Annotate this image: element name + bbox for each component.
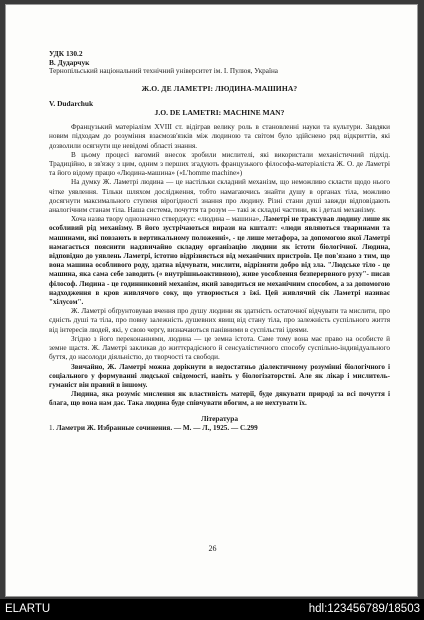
- references-heading: Література: [200, 413, 239, 423]
- paragraph-7: Звичайно, Ж. Ламетрі можна дорікнути в недостатньо діалектичному розумінні біологічного і соціального у формуванні людської свідомості, навіть у біологізаторстві. Але як лікар і мислитель-гуманіст він правий в іншому.: [49, 362, 390, 389]
- paragraph-8: Людина, яка розуміє мислення як властивість матерії, буде дякувати природі за всі почуття і блага, що вона нам дає. Така людина буде співчувати вбогим, а не нехтувати їх.: [49, 390, 390, 408]
- article-title-en: J.O. DE LAMETRI: MACHINE MAN?: [154, 108, 285, 118]
- article-content: [49, 49, 390, 433]
- reference-text: Ламетри Ж. Избранные сочинения. — М. — Л., 1925. — С.299: [56, 423, 258, 432]
- reference-number: 1.: [49, 423, 55, 432]
- paragraph-5: Ж. Ламетрі обґрунтовував вчення про душу людини як здатність остаточної відчувати та мислити, про єдність душі та тіла, про повну залежність душевних явищ від стану тіла, про залежність суспільного життя від інтересів людей, які, у свою чергу, визначаються панівними в суспільстві ідеями.: [49, 307, 390, 334]
- paragraph-1: Французький матеріалізм XVIII ст. відіграв велику роль в становленні науки та культури. Завдяки новим підходам до розуміння взаємозв'язків між людиною та світом було здійснено ряд відкриттів, які дозволили осягнути ще невідомі області знання.: [49, 123, 390, 150]
- page-number: 26: [208, 544, 217, 553]
- paragraph-6: Згідно з його переконаннями, людина — це земна істота. Саме тому вона має право на особисте й земне щастя. Ж. Ламетрі закликав до життєрадісного й сенсуалістичного способу суспільно-індивідуального буття, до насолоди діяльністю, до творчості та свободи.: [49, 334, 390, 362]
- article-title-uk: Ж.О. ДЕ ЛАМЕТРІ: ЛЮДИНА-МАШИНА?: [141, 83, 298, 93]
- document-page: [5, 4, 418, 597]
- repository-name: ELARTU: [5, 603, 51, 615]
- author-uk: В. Дударчук: [49, 58, 90, 68]
- paragraph-4: [49, 215, 390, 307]
- affiliation: Тернопільський національний технічний університет ім. І. Пулюя, Україна: [49, 67, 278, 76]
- paragraph-2: В цьому процесі вагомий внесок зробили мислителі, які використали механістичний підхід. Традиційно, в зв'язку з цим, одним з перших згадують французького філософа-матеріаліста Ж. О. де Ламетрі та його відому працю «Людина-машина» («L'homme machine»): [49, 150, 390, 178]
- handle-identifier[interactable]: hdl:123456789/18503: [308, 603, 420, 615]
- paragraph-4-normal: Хоча назва твору однозначно стверджує: «людина – машина»,: [71, 215, 263, 224]
- repository-footer: [0, 599, 424, 620]
- paragraph-4-bold: Ламетрі не трактував людину лише як особливий рід механізму. В його зустрічаються вирази на кшталт: «люди являються тваринами та машинами, які повзають в вертикальному положенні», - це лише метафора, за допомогою якої Ламетрі намагається пояснити надзвичайно складну організацію людини як істоти біологічної. Людина, відповідно до уявлень Ламетрі, істотно відрізняється від механічних пристроїв. Це пов'язано з тим, що вона машина особливого роду, здатна відчувати, мислити, відрізняти добро від зла. "Людське тіло - це машина, яка сама себе заводить (« внутрішньоактивною), живе уособлення безперервного руху"- писав філософ. Людина - це годинниковий механізм, який заводиться не механічним способом, а за допомогою надходження в кров живлячого соку, що утворюється з їжі. Цей живлячий сік Ламетрі називає "хілусом".: [49, 215, 390, 307]
- author-en: V. Dudarchuk: [49, 98, 94, 108]
- reference-item: [49, 424, 390, 433]
- udc-code: УДК 130.2: [49, 49, 83, 58]
- paragraph-3: На думку Ж. Ламетрі людина — це настільки складний механізм, що неможливо скласти щодо нього чітке уявлення. Тільки шляхом дослідження, тобто намагаючись знайти душу в органах тіла, можливо досягнути максимального ступеня вірогідності знання про людину. Різні стани душі завжди відповідають аналогічним станам тіла. Наша система, почуття та розум — такі ж складні частини, як і деталі механізму.: [49, 178, 390, 215]
